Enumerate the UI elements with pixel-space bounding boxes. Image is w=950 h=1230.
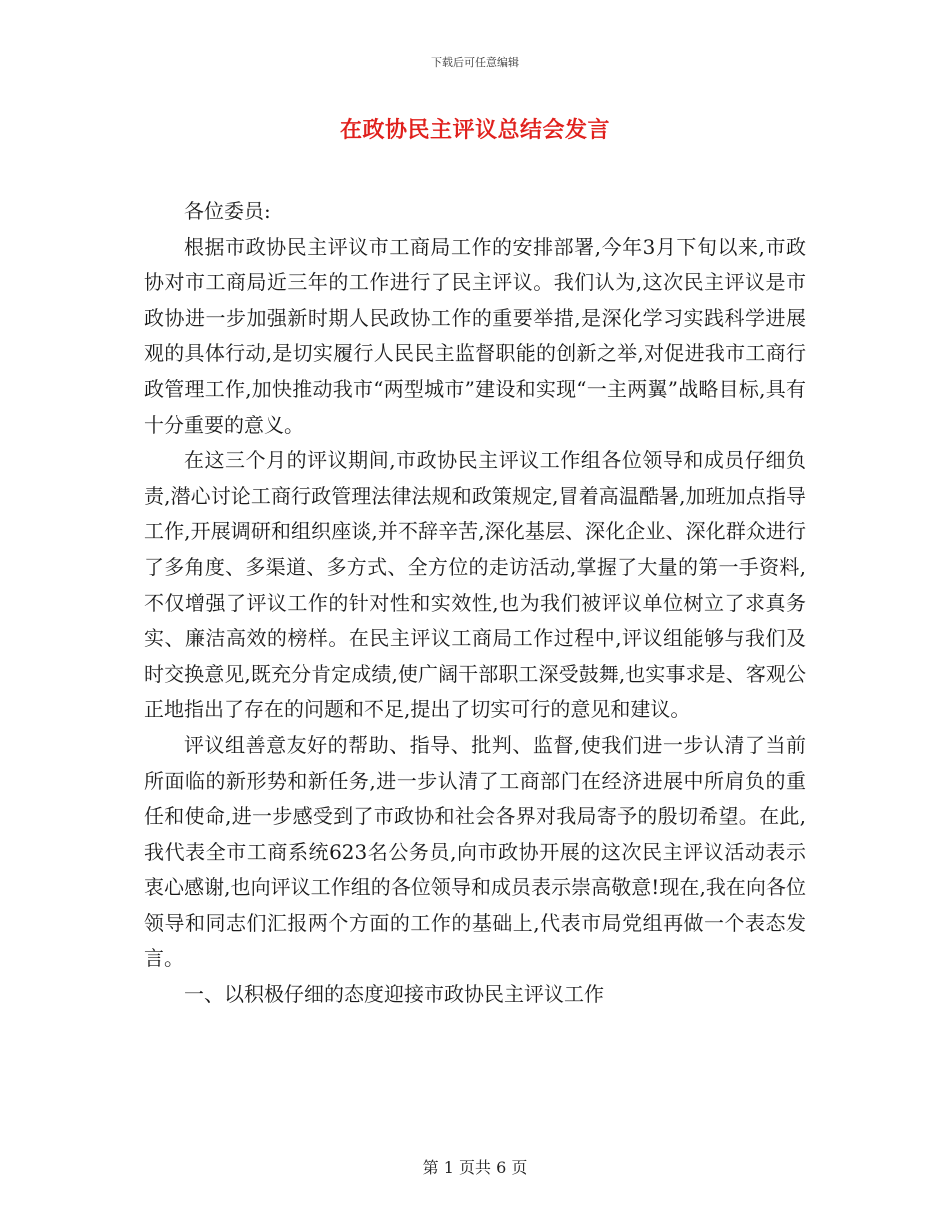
header-note: 下载后可任意编辑 [431, 56, 519, 69]
paragraph-3: 评议组善意友好的帮助、指导、批判、监督,使我们进一步认清了当前所面临的新形势和新任务,进一步认清了工商部门在经济进展中所肩负的重任和使命,进一步感受到了市政协和社会各界对我局寄予的殷切希望。在此,我代表全市工商系统623名公务员,向市政协开展的这次民主评议活动表示衷心感谢,也向评议工作组的各位领导和成员表示崇高敬意!现在,我在向各位领导和同志们汇报两个方面的工作的基础上,代表市局党组再做一个表态发言。 [144, 732, 806, 971]
section-heading-1: 一、以积极仔细的态度迎接市政协民主评议工作 [184, 982, 604, 1007]
paragraph-2: 在这三个月的评议期间,市政协民主评议工作组各位领导和成员仔细负责,潜心讨论工商行政管理法律法规和政策规定,冒着高温酷暑,加班加点指导工作,开展调研和组织座谈,并不辞辛苦,深化基层、深化企业、深化群众进行了多角度、多渠道、多方式、全方位的走访活动,掌握了大量的第一手资料,不仅增强了评议工作的针对性和实效性,也为我们被评议单位树立了求真务实、廉洁高效的榜样。在民主评议工商局工作过程中,评议组能够与我们及时交换意见,既充分肯定成绩,使广阔干部职工深受鼓舞,也实事求是、客观公正地指出了存在的问题和不足,提出了切实可行的意见和建议。 [144, 448, 806, 722]
page-number-footer: 第 1 页共 6 页 [422, 1158, 528, 1177]
document-title: 在政协民主评议总结会发言 [339, 117, 610, 143]
document-body [144, 194, 806, 1013]
salutation: 各位委员: [184, 199, 271, 223]
paragraph-1: 根据市政协民主评议市工商局工作的安排部署,今年3月下旬以来,市政协对市工商局近三年的工作进行了民主评议。我们认为,这次民主评议是市政协进一步加强新时期人民政协工作的重要举措,是深化学习实践科学进展观的具体行动,是切实履行人民民主监督职能的创新之举,对促进我市工商行政管理工作,加快推动我市“两型城市”建设和实现“一主两翼”战略目标,具有十分重要的意义。 [144, 234, 806, 437]
